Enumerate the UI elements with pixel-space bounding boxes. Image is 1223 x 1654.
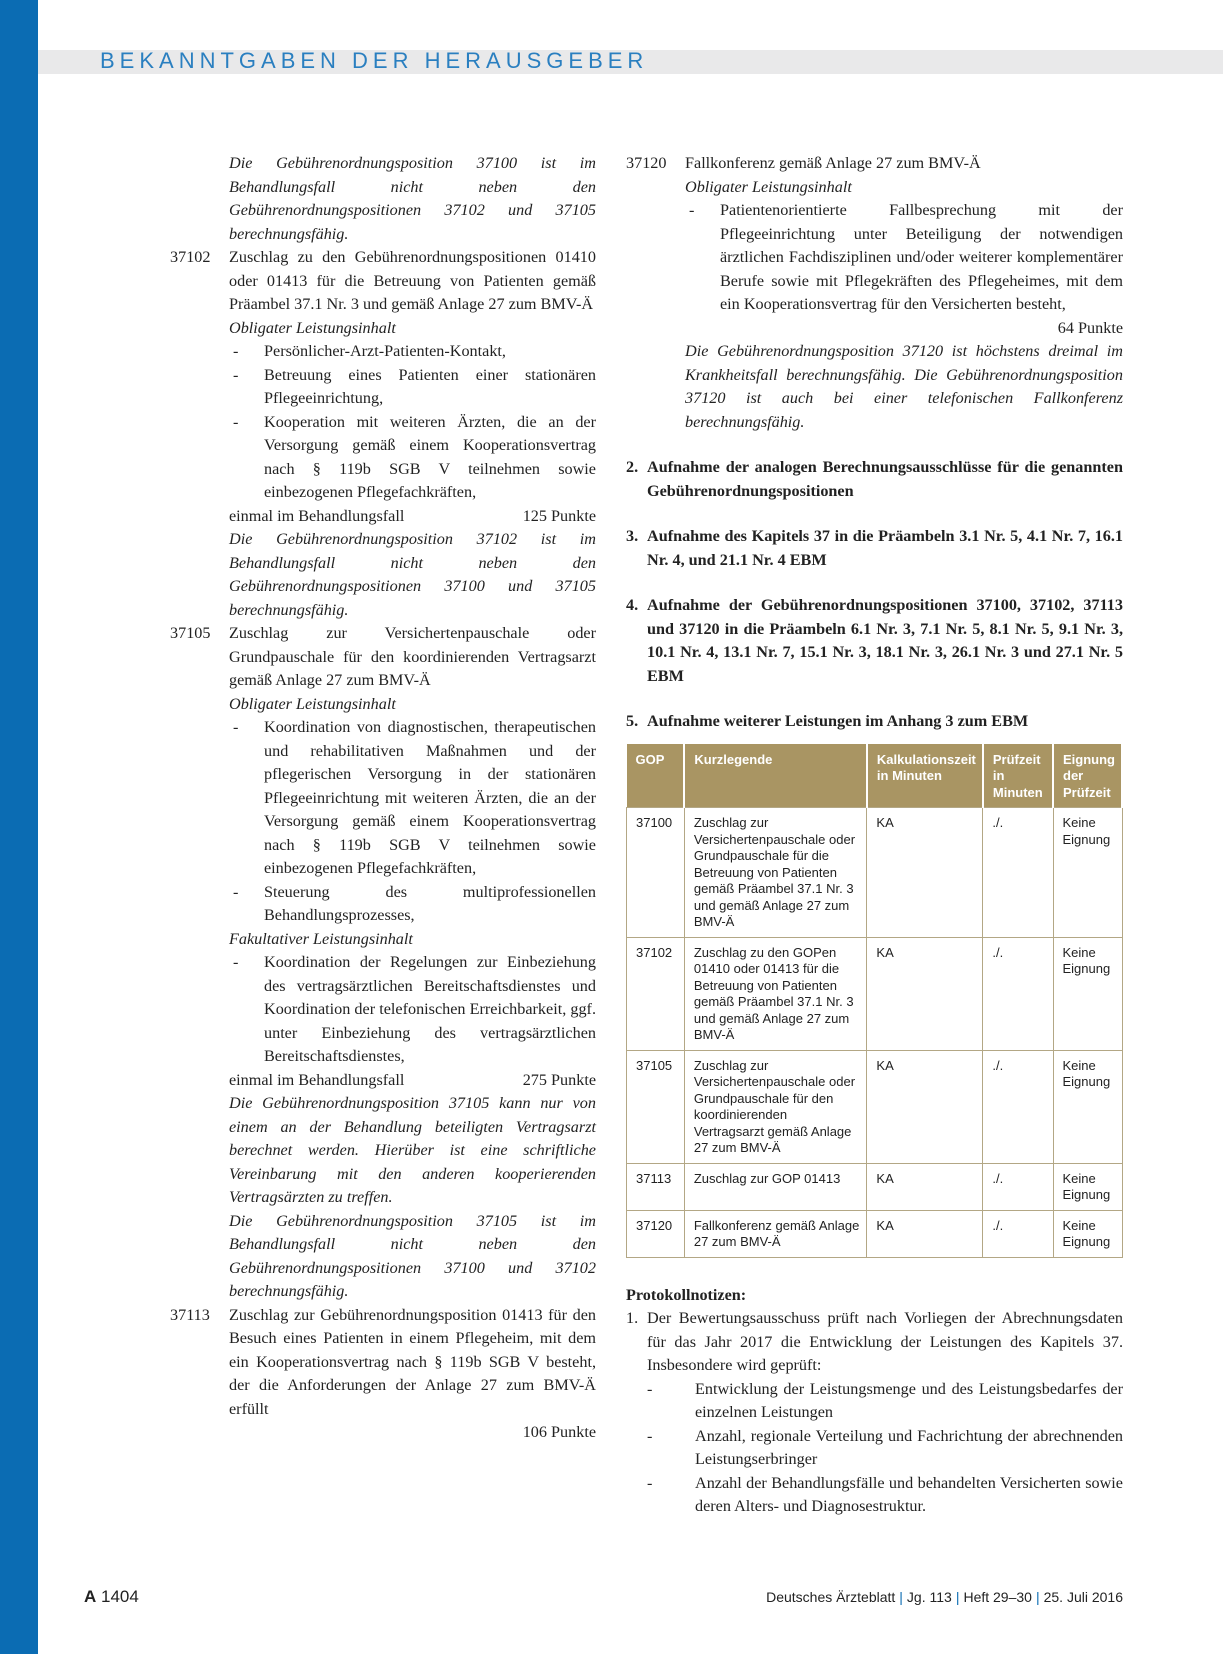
points-value: 275 Punkte (522, 1070, 596, 1089)
entry-code: 37120 (626, 154, 667, 172)
bullet-item: - Koordination von diagnostischen, therapeutischen und rehabilitativen Maßnahmen und der pflegerischen Versorgung in der stationären Pflegeeinrichtung mit weiteren Ärzten, die an der Versorgung gemäß einem Kooperationsvertrag nach § 119b SGB V teilnehmen sowie einbezogenen Pflegefachkräften, (233, 718, 596, 877)
entry-title: Zuschlag zur Versichertenpauschale oder Grundpauschale für den koordinierenden Vertragsarzt gemäß Anlage 27 zum BMV-Ä (229, 624, 596, 689)
cell-gop: 37102 (627, 937, 685, 1050)
cell-gop: 37120 (627, 1210, 685, 1257)
cell-kalk: KA (867, 937, 983, 1050)
entry-37102 (170, 246, 596, 622)
bullet-item: - Anzahl der Behandlungsfälle und behandelten Versicherten sowie deren Alters- und Diagnosestruktur. (647, 1473, 1123, 1515)
journal-issue: Heft 29–30 (963, 1589, 1032, 1605)
entry-note: Die Gebührenordnungsposition 37102 ist im Behandlungsfall nicht neben den Gebührenordnungspositionen 37100 und 37105 berechnungsfähig. (229, 530, 596, 619)
table-row (627, 1210, 1123, 1257)
cell-legend: Zuschlag zu den GOPen 01410 oder 01413 für die Betreuung von Patienten gemäß Präambel 37.1 Nr. 3 und gemäß Anlage 27 zum BMV-Ä (684, 937, 867, 1050)
entry-code: 37113 (170, 1305, 210, 1324)
entry-37105 (170, 622, 596, 1304)
journal-name: Deutsches Ärzteblatt (766, 1589, 896, 1605)
table-row (627, 808, 1123, 938)
points-value: 125 Punkte (522, 506, 596, 525)
bullet-item: - Entwicklung der Leistungsmenge und des Leistungsbedarfes der einzelnen Leistungen (647, 1379, 1123, 1421)
page-number: A 1404 (84, 1587, 139, 1606)
cell-legend: Zuschlag zur GOP 01413 (684, 1163, 867, 1210)
entry-37113 (170, 1304, 596, 1445)
bullet-item: - Steuerung des multiprofessionellen Behandlungsprozesses, (233, 882, 596, 924)
left-column (170, 152, 596, 1445)
fakultativ-label: Fakultativer Leistungsinhalt (229, 929, 413, 948)
col-header-pruef: Prüfzeit in Minuten (983, 744, 1053, 808)
section-heading-2: 2. Aufnahme der analogen Berechnungsausschlüsse für die genannten Gebührenordnungspositionen (626, 458, 1123, 500)
col-header-legend: Kurzlegende (684, 744, 867, 808)
table-row (627, 1163, 1123, 1210)
col-header-gop: GOP (627, 744, 685, 808)
bullet-item: - Anzahl, regionale Verteilung und Fachrichtung der abrechnenden Leistungserbringer (647, 1426, 1123, 1468)
journal-footer: Deutsches Ärzteblatt | Jg. 113 | Heft 29–30 | 25. Juli 2016 (766, 1589, 1123, 1605)
table-row (627, 937, 1123, 1050)
frequency-text: einmal im Behandlungsfall (229, 506, 405, 525)
cell-kalk: KA (867, 1163, 983, 1210)
cell-gop: 37100 (627, 808, 685, 938)
journal-volume: Jg. 113 (906, 1589, 952, 1605)
obligat-label: Obligater Leistungsinhalt (229, 694, 396, 713)
points-value: 106 Punkte (522, 1423, 596, 1441)
cell-pruef: ./. (983, 808, 1053, 938)
cell-gop: 37113 (627, 1163, 685, 1210)
cell-eignung: Keine Eignung (1053, 808, 1122, 938)
gop-table (626, 744, 1123, 1258)
cell-eignung: Keine Eignung (1053, 1050, 1122, 1163)
intro-note: Die Gebührenordnungsposition 37100 ist im Behandlungsfall nicht neben den Gebührenordnungspositionen 37102 und 37105 berechnungsfähig. (229, 154, 596, 243)
cell-legend: Zuschlag zur Versichertenpauschale oder Grundpauschale für den koordinierenden Vertragsarzt gemäß Anlage 27 zum BMV-Ä (684, 1050, 867, 1163)
side-color-bar (0, 0, 38, 1654)
col-header-eignung: Eignung der Prüfzeit (1053, 744, 1122, 808)
points-value: 64 Punkte (1057, 318, 1123, 337)
entry-note: Die Gebührenordnungsposition 37120 ist höchstens dreimal im Krankheitsfall berechnungsfähig. Die Gebührenordnungsposition 37120 ist auch bei einer telefonischen Fallkonferenz berechnungsfähig. (685, 342, 1123, 431)
protocol-heading: Protokollnotizen: (626, 1285, 747, 1304)
entry-note: Die Gebührenordnungsposition 37105 kann nur von einem an der Behandlung beteiligten Vertragsarzt berechnet werden. Hierüber ist eine schriftliche Vereinbarung mit den anderen kooperierenden Vertragsärzten zu treffen. (229, 1094, 596, 1206)
cell-eignung: Keine Eignung (1053, 1163, 1122, 1210)
intro-note-block (170, 152, 596, 246)
cell-eignung: Keine Eignung (1053, 1210, 1122, 1257)
cell-kalk: KA (867, 808, 983, 938)
cell-eignung: Keine Eignung (1053, 937, 1122, 1050)
entry-title: Zuschlag zur Gebührenordnungsposition 01413 für den Besuch eines Patienten in einem Pflegeheim, mit dem ein Kooperationsvertrag nach § 119b SGB V besteht, der die Anforderungen der Anlage 27 zum BMV-Ä erfüllt (229, 1305, 596, 1418)
entry-code: 37102 (170, 248, 211, 266)
points-line (229, 1069, 596, 1093)
cell-pruef: ./. (983, 1163, 1053, 1210)
col-header-kalk: Kalkulationszeit in Minuten (867, 744, 983, 808)
cell-gop: 37105 (627, 1050, 685, 1163)
obligat-label: Obligater Leistungsinhalt (229, 318, 396, 337)
table-header-row (627, 744, 1123, 808)
section-heading-3: 3. Aufnahme des Kapitels 37 in die Präambeln 3.1 Nr. 5, 4.1 Nr. 7, 16.1 Nr. 4, und 21.1 Nr. 4 EBM (626, 527, 1123, 569)
obligat-label: Obligater Leistungsinhalt (685, 177, 852, 196)
journal-date: 25. Juli 2016 (1043, 1589, 1123, 1605)
entry-title: Fallkonferenz gemäß Anlage 27 zum BMV-Ä (685, 154, 981, 172)
protocol-item: 1. Der Bewertungsausschuss prüft nach Vorliegen der Abrechnungsdaten für das Jahr 2017 die Entwicklung der Leistungen des Kapitels 37. Insbesondere wird geprüft: (626, 1309, 1123, 1374)
frequency-text: einmal im Behandlungsfall (229, 1070, 405, 1089)
entry-title: Zuschlag zu den Gebührenordnungspositionen 01410 oder 01413 für die Betreuung von Patienten gemäß Präambel 37.1 Nr. 3 und gemäß Anlage 27 zum BMV-Ä (229, 248, 596, 313)
table-row (627, 1050, 1123, 1163)
bullet-item: - Koordination der Regelungen zur Einbeziehung des vertragsärztlichen Bereitschaftsdienstes und Koordination der telefonischen Erreichbarkeit, ggf. unter Einbeziehung des vertragsärztlichen Bereitschaftsdienstes, (233, 953, 596, 1065)
section-heading-4: 4. Aufnahme der Gebührenordnungspositionen 37100, 37102, 37113 und 37120 in die Präambeln 6.1 Nr. 3, 7.1 Nr. 5, 8.1 Nr. 5, 9.1 Nr. 3, 10.1 Nr. 4, 13.1 Nr. 7, 15.1 Nr. 3, 18.1 Nr. 3, 26.1 Nr. 3 und 27.1 Nr. 5 EBM (626, 596, 1123, 685)
cell-legend: Zuschlag zur Versichertenpauschale oder Grundpauschale für die Betreuung von Patienten gemäß Präambel 37.1 Nr. 3 und gemäß Anlage 27 zum BMV-Ä (684, 808, 867, 938)
right-column (626, 152, 1123, 1519)
entry-note: Die Gebührenordnungsposition 37105 ist im Behandlungsfall nicht neben den Gebührenordnungspositionen 37100 und 37102 berechnungsfähig. (229, 1211, 596, 1300)
bullet-item: - Patientenorientierte Fallbesprechung mit der Pflegeeinrichtung unter Beteiligung der notwendigen ärztlichen Fachdisziplinen und/oder weiterer komplementärer Berufe sowie mit Pflegekräften des Pflegeheimes, mit dem ein Kooperationsvertrag für den Versicherten besteht, (689, 201, 1123, 313)
entry-code: 37105 (170, 624, 211, 642)
section-heading-5: 5. Aufnahme weiterer Leistungen im Anhang 3 zum EBM (626, 712, 1029, 730)
cell-pruef: ./. (983, 1050, 1053, 1163)
entry-37120 (626, 152, 1123, 434)
cell-legend: Fallkonferenz gemäß Anlage 27 zum BMV-Ä (684, 1210, 867, 1257)
cell-kalk: KA (867, 1210, 983, 1257)
section-header: BEKANNTGABEN DER HERAUSGEBER (100, 48, 649, 73)
cell-kalk: KA (867, 1050, 983, 1163)
points-line (229, 505, 596, 529)
bullet-item: - Persönlicher-Arzt-Patienten-Kontakt, (233, 342, 506, 360)
cell-pruef: ./. (983, 937, 1053, 1050)
cell-pruef: ./. (983, 1210, 1053, 1257)
bullet-item: - Kooperation mit weiteren Ärzten, die an der Versorgung gemäß einem Kooperationsvertrag nach § 119b SGB V teilnehmen sowie einbezogenen Pflegefachkräften, (233, 412, 596, 501)
bullet-item: - Betreuung eines Patienten einer stationären Pflegeeinrichtung, (233, 365, 596, 407)
